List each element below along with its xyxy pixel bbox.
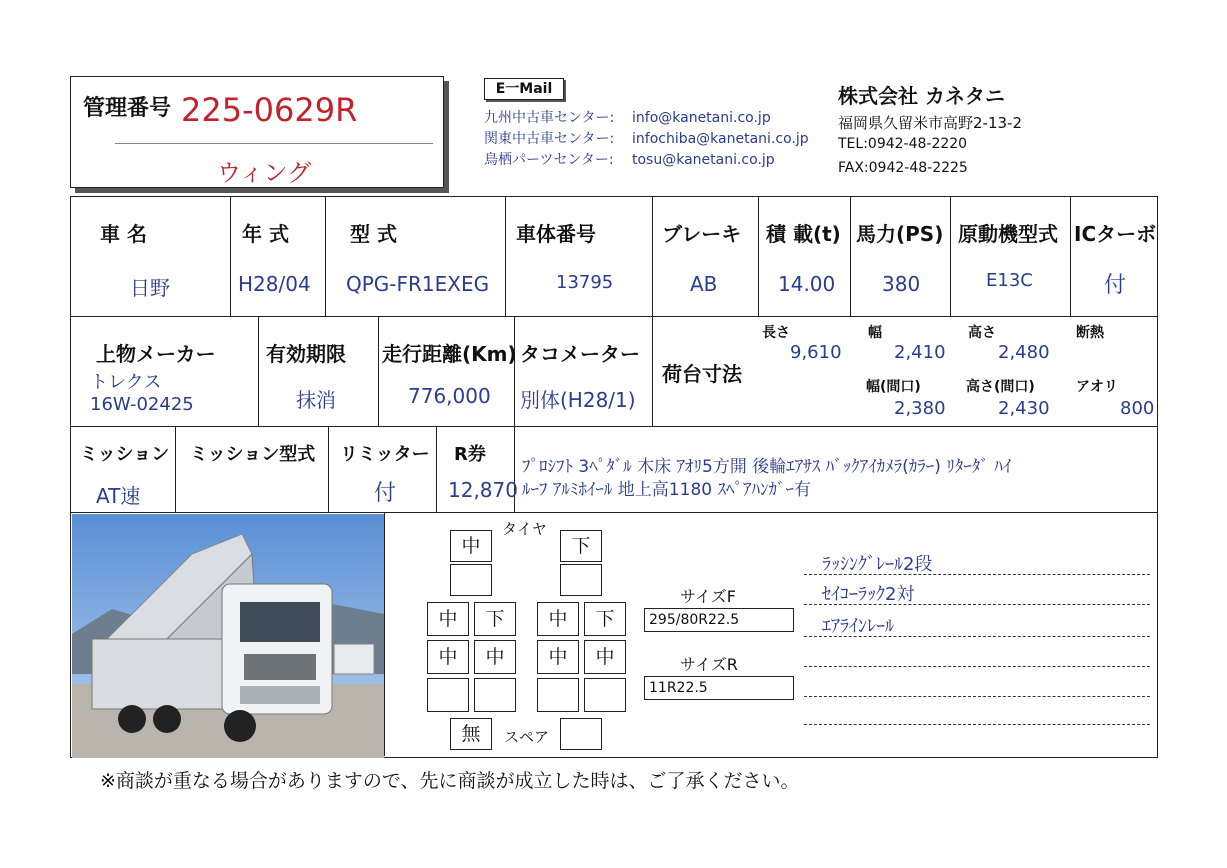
email-row xyxy=(484,129,809,150)
col-divider xyxy=(436,426,437,512)
photo-divider xyxy=(384,512,385,756)
tire-front-left-blank xyxy=(450,564,492,596)
value-inner-height: 2,430 xyxy=(998,398,1050,419)
col-divider xyxy=(850,196,851,316)
row-divider xyxy=(70,512,1158,513)
label-car-name: 車 名 xyxy=(100,222,147,246)
label-aori: アオリ xyxy=(1076,379,1118,395)
equipment-line xyxy=(804,574,1150,575)
header-mgmt-box xyxy=(70,76,444,188)
label-r-ken: R券 xyxy=(454,444,486,465)
col-divider xyxy=(758,196,759,316)
col-divider xyxy=(328,426,329,512)
size-r-value: 11R22.5 xyxy=(644,676,794,700)
tire-r1-3: 中 xyxy=(537,602,579,636)
mgmt-number: 225-0629R xyxy=(181,91,358,129)
tire-r1-4: 下 xyxy=(584,602,626,636)
value-r-ken: 12,870 xyxy=(448,478,518,502)
label-mission: ミッション xyxy=(80,444,170,465)
tire-r3-4 xyxy=(584,678,626,712)
email-row xyxy=(484,108,809,129)
label-body-maker: 上物メーカー xyxy=(96,342,216,366)
value-width: 2,410 xyxy=(894,342,946,363)
equipment-line xyxy=(804,696,1150,697)
label-width: 幅 xyxy=(868,325,882,341)
value-limiter: 付 xyxy=(374,481,397,506)
label-year: 年 式 xyxy=(242,222,289,246)
tire-front-right-blank xyxy=(560,564,602,596)
tire-r2-4: 中 xyxy=(584,640,626,674)
body-maker-name: トレクス xyxy=(90,372,162,393)
value-load: 14.00 xyxy=(778,272,836,296)
col-divider xyxy=(1070,196,1071,316)
email-row xyxy=(484,150,809,171)
tire-r3-3 xyxy=(537,678,579,712)
email-address[interactable]: info@kanetani.co.jp xyxy=(632,110,771,126)
email-center: 関東中古車センター: xyxy=(484,131,615,147)
col-divider xyxy=(950,196,951,316)
email-address[interactable]: infochiba@kanetani.co.jp xyxy=(632,131,809,147)
mgmt-label: 管理番号 xyxy=(83,96,172,121)
tire-r3-2 xyxy=(474,678,516,712)
label-mission-type: ミッション型式 xyxy=(190,444,316,465)
label-insulation: 断熱 xyxy=(1076,325,1104,341)
company-name: 株式会社 カネタニ xyxy=(838,84,1005,108)
equipment-line xyxy=(804,666,1150,667)
notes-line: ﾌﾟﾛｼﾌﾄ 3ﾍﾟﾀﾞﾙ 木床 ｱｵﾘ5方開 後輪ｴｱｻｽ ﾊﾞｯｸｱｲｶﾒﾗ(ｶﾗｰ) ﾘﾀｰﾀﾞ ﾊｲ xyxy=(522,457,1012,477)
row-divider xyxy=(70,316,1158,317)
tire-r2-1: 中 xyxy=(427,640,469,674)
size-r-label: サイズR xyxy=(680,655,738,674)
value-tacho: 別体(H28/1) xyxy=(520,388,636,412)
value-hp: 380 xyxy=(882,272,921,296)
tire-label: タイヤ xyxy=(502,520,547,538)
value-brake: AB xyxy=(690,272,718,296)
label-limiter: リミッター xyxy=(340,444,430,465)
company-fax: FAX:0942-48-2225 xyxy=(838,160,968,176)
equipment-line xyxy=(804,604,1150,605)
value-year: H28/04 xyxy=(238,272,311,296)
equipment-line xyxy=(804,724,1150,725)
value-mission: AT速 xyxy=(96,484,141,508)
col-divider xyxy=(652,196,653,316)
value-length: 9,610 xyxy=(790,342,842,363)
value-aori: 800 xyxy=(1120,398,1155,419)
equipment-line xyxy=(804,636,1150,637)
equipment-item: ﾗｯｼﾝｸﾞﾚｰﾙ2段 xyxy=(822,554,933,575)
label-length: 長さ xyxy=(762,325,790,341)
label-hp: 馬力(PS) xyxy=(856,222,944,246)
col-divider xyxy=(514,316,515,426)
size-f-value: 295/80R22.5 xyxy=(644,608,794,632)
label-height: 高さ xyxy=(968,325,996,341)
value-height: 2,480 xyxy=(998,342,1050,363)
company-address: 福岡県久留米市高野2-13-2 xyxy=(838,114,1022,132)
size-f-label: サイズF xyxy=(680,587,736,606)
col-divider xyxy=(258,316,259,426)
footer-note: ※商談が重なる場合がありますので、先に商談が成立した時は、ご了承ください。 xyxy=(100,770,800,792)
label-inner-height: 高さ(間口) xyxy=(966,379,1035,395)
tire-front-left: 中 xyxy=(450,530,492,562)
notes-line: ﾙｰﾌ ｱﾙﾐﾎｲｰﾙ 地上高1180 ｽﾍﾟｱﾊﾝｶﾞｰ有 xyxy=(522,480,811,500)
equipment-item: ｴｱﾗｲﾝﾚｰﾙ xyxy=(822,616,894,637)
col-divider xyxy=(325,196,326,316)
value-model: QPG-FR1EXEG xyxy=(346,272,490,296)
company-tel: TEL:0942-48-2220 xyxy=(838,136,968,152)
label-bed-dims: 荷台寸法 xyxy=(662,362,742,386)
col-divider xyxy=(652,316,653,426)
header-divider xyxy=(115,143,433,144)
value-turbo: 付 xyxy=(1104,273,1127,298)
label-chassis-no: 車体番号 xyxy=(516,222,596,246)
email-label-box xyxy=(484,78,564,100)
tire-spare-value: 無 xyxy=(450,718,492,750)
tire-r2-2: 中 xyxy=(474,640,516,674)
email-center: 鳥栖パーツセンター: xyxy=(484,152,614,168)
label-tacho: タコメーター xyxy=(520,342,640,366)
email-label: E一Mail xyxy=(495,81,553,97)
value-car-name: 日野 xyxy=(130,276,170,300)
col-divider xyxy=(378,316,379,426)
col-divider xyxy=(175,426,176,512)
value-inner-width: 2,380 xyxy=(894,398,946,419)
tire-r1-1: 中 xyxy=(427,602,469,636)
equipment-item: ｾｲｺｰﾗｯｸ2対 xyxy=(822,584,915,605)
body-maker-serial: 16W-02425 xyxy=(90,394,194,415)
label-expiry: 有効期限 xyxy=(266,342,346,366)
label-brake: ブレーキ xyxy=(662,222,742,246)
tire-spare-blank xyxy=(560,718,602,750)
tire-r1-2: 下 xyxy=(474,602,516,636)
row-divider xyxy=(70,426,1158,427)
tire-spare-label: スペア xyxy=(504,728,550,746)
label-turbo: ICターボ xyxy=(1074,222,1157,246)
value-mileage: 776,000 xyxy=(408,384,491,408)
label-inner-width: 幅(間口) xyxy=(866,379,921,395)
label-mileage: 走行距離(Km) xyxy=(382,342,517,366)
body-type: ウィング xyxy=(217,159,312,187)
email-list xyxy=(484,108,809,171)
label-engine: 原動機型式 xyxy=(958,222,1058,246)
value-expiry: 抹消 xyxy=(296,388,336,412)
truck-photo xyxy=(72,514,384,758)
truck-illustration xyxy=(72,514,384,758)
tire-r2-3: 中 xyxy=(537,640,579,674)
col-divider xyxy=(230,196,231,316)
value-chassis-no: 13795 xyxy=(556,272,614,293)
notes xyxy=(522,456,1011,502)
value-body-maker xyxy=(90,372,194,416)
tire-front-right: 下 xyxy=(560,530,602,562)
email-center: 九州中古車センター: xyxy=(484,110,615,126)
label-load: 積 載(t) xyxy=(766,222,841,246)
value-engine: E13C xyxy=(986,270,1033,291)
email-address[interactable]: tosu@kanetani.co.jp xyxy=(632,152,775,168)
label-model: 型 式 xyxy=(350,222,397,246)
tire-r3-1 xyxy=(427,678,469,712)
col-divider xyxy=(505,196,506,316)
